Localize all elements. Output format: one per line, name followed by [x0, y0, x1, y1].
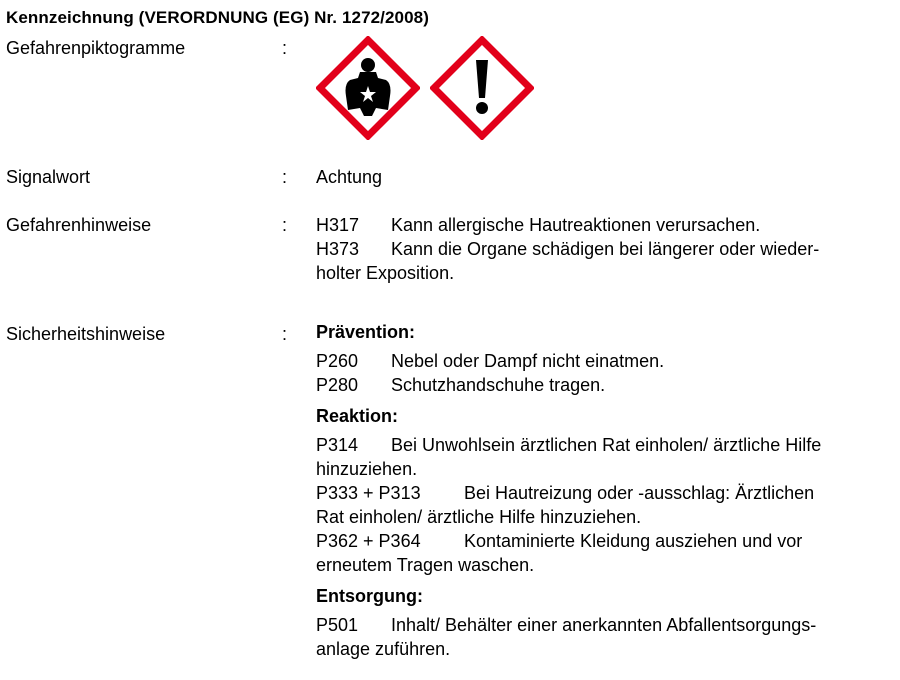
separator-colon: :	[282, 167, 288, 187]
prevention-heading: Prävention:	[316, 322, 416, 342]
hazard-statements-label: Gefahrenhinweise	[6, 215, 152, 235]
statement-text: Schutzhandschuhe tragen.	[391, 375, 606, 395]
pictogram-row	[316, 36, 540, 140]
pictograms-label: Gefahrenpiktogramme	[6, 38, 186, 58]
disposal-heading: Entsorgung:	[316, 586, 423, 606]
statement-text: Inhalt/ Behälter einer anerkannten Abfallentsorgungs-	[391, 615, 817, 635]
statement-text-continued: erneutem Tragen waschen.	[316, 555, 535, 575]
separator-colon: :	[282, 38, 288, 58]
statement-code: P280	[316, 375, 359, 395]
statement-text-continued: Rat einholen/ ärztliche Hilfe hinzuziehen.	[316, 507, 642, 527]
statement-code: P314	[316, 435, 359, 455]
statement-text: Kontaminierte Kleidung ausziehen und vor	[464, 531, 803, 551]
signal-word-label: Signalwort	[6, 167, 91, 187]
exclamation-icon	[430, 36, 534, 140]
disposal-group	[316, 584, 896, 661]
precautionary-statements	[316, 320, 896, 668]
precaution-statement	[316, 481, 896, 529]
statement-text-continued: hinzuziehen.	[316, 459, 418, 479]
precaution-statement	[316, 373, 896, 397]
reaction-heading: Reaktion:	[316, 406, 399, 426]
statement-text: Nebel oder Dampf nicht einatmen.	[391, 351, 665, 371]
statement-code: P501	[316, 615, 359, 635]
precaution-statement	[316, 433, 896, 481]
statement-code: P333 + P313	[316, 483, 421, 503]
prevention-group	[316, 320, 896, 397]
hazard-statement	[316, 237, 896, 285]
statement-code: P260	[316, 351, 359, 371]
health-hazard-icon	[316, 36, 420, 140]
reaction-group	[316, 404, 896, 577]
precaution-statement	[316, 613, 896, 661]
statement-text: Kann die Organe schädigen bei längerer oder wieder-	[391, 239, 820, 259]
separator-colon: :	[282, 324, 288, 344]
statement-text-continued: anlage zuführen.	[316, 639, 451, 659]
section-title: Kennzeichnung (VERORDNUNG (EG) Nr. 1272/2008)	[6, 8, 429, 27]
statement-code: P362 + P364	[316, 531, 421, 551]
precautionary-statements-label: Sicherheitshinweise	[6, 324, 166, 344]
signal-word-value: Achtung	[316, 167, 383, 187]
statement-text: Bei Unwohlsein ärztlichen Rat einholen/ ärztliche Hilfe	[391, 435, 822, 455]
statement-text: Kann allergische Hautreaktionen verursachen.	[391, 215, 761, 235]
hazard-statement	[316, 213, 896, 237]
hazard-statements	[316, 213, 896, 285]
statement-text-continued: holter Exposition.	[316, 263, 455, 283]
separator-colon: :	[282, 215, 288, 235]
statement-text: Bei Hautreizung oder -ausschlag: Ärztlichen	[464, 483, 815, 503]
precaution-statement	[316, 349, 896, 373]
statement-code: H373	[316, 239, 360, 259]
precaution-statement	[316, 529, 896, 577]
statement-code: H317	[316, 215, 360, 235]
